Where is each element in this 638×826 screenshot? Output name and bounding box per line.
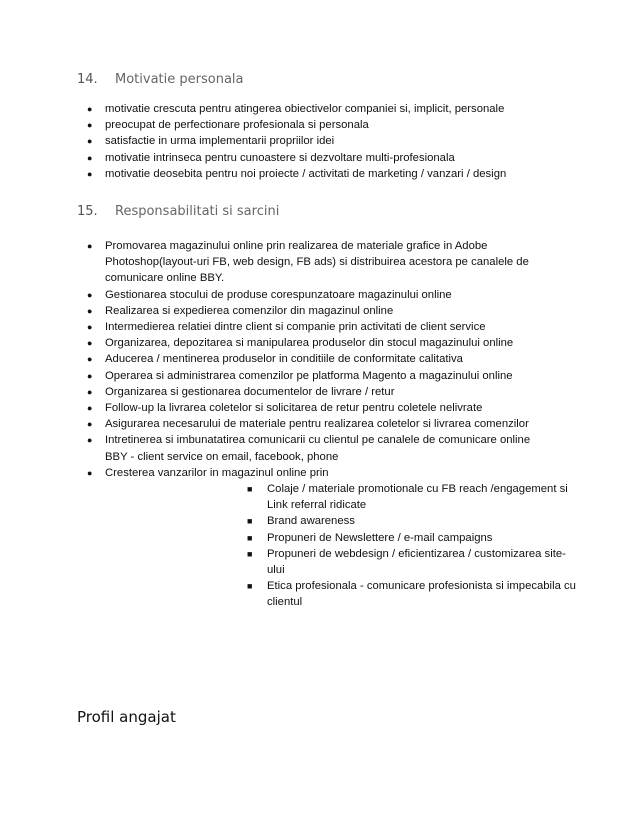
- sublist-item: ■ Propuneri de Newslettere / e-mail campaigns: [247, 530, 581, 546]
- section-number: 15.: [77, 204, 98, 219]
- bullet-icon: ●: [87, 435, 93, 446]
- bullet-icon: ●: [87, 152, 93, 163]
- list-item: ● preocupat de perfectionare profesionala si personala: [77, 117, 557, 133]
- responsibilities-list: [77, 238, 576, 611]
- section-heading-responsibilities: [77, 204, 279, 219]
- bullet-icon: ●: [87, 168, 93, 179]
- square-bullet-icon: ■: [247, 516, 253, 527]
- bullet-icon: ●: [87, 104, 93, 114]
- sublist-item: ■ Brand awareness: [247, 513, 581, 529]
- square-bullet-icon: ■: [247, 581, 253, 592]
- bullet-icon: ●: [87, 419, 93, 430]
- square-bullet-icon: ■: [247, 484, 253, 495]
- sublist-item: ■ Propuneri de webdesign / eficientizarea / customizarea site-ului: [247, 547, 566, 577]
- list-item: ● Operarea si administrarea comenzilor pe platforma Magento a magazinului online: [77, 368, 555, 384]
- motivation-list: [77, 101, 557, 182]
- list-item: ● Organizarea, depozitarea si manipularea produselor din stocul magazinului online: [77, 335, 555, 351]
- sublist-item: ■ Etica profesionala - comunicare profesionista si impecabila cu clientul: [247, 580, 576, 609]
- list-item: ● Intretinerea si imbunatatirea comunicarii cu clientul pe canalele de comunicare online BBY - client service on email, facebook, phone: [87, 434, 531, 463]
- bullet-icon: ●: [87, 136, 93, 147]
- bullet-icon: ●: [87, 338, 93, 349]
- list-item: ● motivatie crescuta pentru atingerea obiectivelor companiei si, implicit, personale: [77, 101, 557, 117]
- list-item: ● Cresterea vanzarilor in magazinul online prin ■ Colaje / materiale promotionale cu FB reach /engagement si Link referral ridicate ■ Brand awareness ■ Propuneri de Newslettere / e-mail campaigns ■ Propuneri de webdesign / eficientizarea / customizarea site-ului ■ Etica profesionala - comunicare profesionista si impecabila cu clientul: [77, 465, 555, 611]
- list-item: ● Asigurarea necesarului de materiale pentru realizarea coletelor si livrarea comenzilor: [77, 416, 555, 432]
- list-item: ● Organizarea si gestionarea documentelor de livrare / retur: [77, 384, 555, 400]
- list-item: ● Realizarea si expedierea comenzilor din magazinul online: [77, 303, 555, 319]
- bullet-icon: ●: [87, 467, 93, 478]
- bullet-icon: ●: [87, 241, 93, 251]
- bullet-icon: ●: [87, 322, 93, 333]
- list-item: ● motivatie deosebita pentru noi proiecte / activitati de marketing / vanzari / design: [77, 166, 557, 182]
- list-item: ● Aducerea / mentinerea produselor in conditiile de conformitate calitativa: [77, 351, 555, 367]
- section-heading-motivation: [77, 72, 243, 87]
- square-bullet-icon: ■: [247, 548, 253, 559]
- sublist-item: ■ Colaje / materiale promotionale cu FB reach /engagement si Link referral ridicate: [247, 483, 568, 512]
- sales-sublist: [247, 481, 581, 611]
- bullet-icon: ●: [87, 354, 93, 365]
- profile-heading: Profil angajat: [77, 708, 176, 726]
- section-title: Motivatie personala: [115, 72, 244, 87]
- list-item: ● Follow-up la livrarea coletelor si solicitarea de retur pentru coletele nelivrate: [77, 400, 555, 416]
- list-item: ● motivatie intrinseca pentru cunoastere si dezvoltare multi-profesionala: [77, 150, 557, 166]
- bullet-icon: ●: [87, 289, 93, 300]
- list-item: ● Promovarea magazinului online prin realizarea de materiale grafice in Adobe Photoshop(layout-uri FB, web design, FB ads) si distribuirea acestora pe canalele de comunicare online BBY.: [87, 240, 529, 285]
- list-item: ● Gestionarea stocului de produse corespunzatoare magazinului online: [77, 287, 555, 303]
- section-title: Responsabilitati si sarcini: [115, 204, 280, 219]
- bullet-icon: ●: [87, 370, 93, 381]
- list-item: ● Intermedierea relatiei dintre client si companie prin activitati de client service: [77, 319, 555, 335]
- bullet-icon: ●: [87, 120, 93, 131]
- section-number: 14.: [77, 72, 98, 87]
- bullet-icon: ●: [87, 305, 93, 316]
- bullet-icon: ●: [87, 386, 93, 397]
- bullet-icon: ●: [87, 403, 93, 414]
- square-bullet-icon: ■: [247, 532, 253, 543]
- list-item: ● satisfactie in urma implementarii propriilor idei: [77, 133, 557, 149]
